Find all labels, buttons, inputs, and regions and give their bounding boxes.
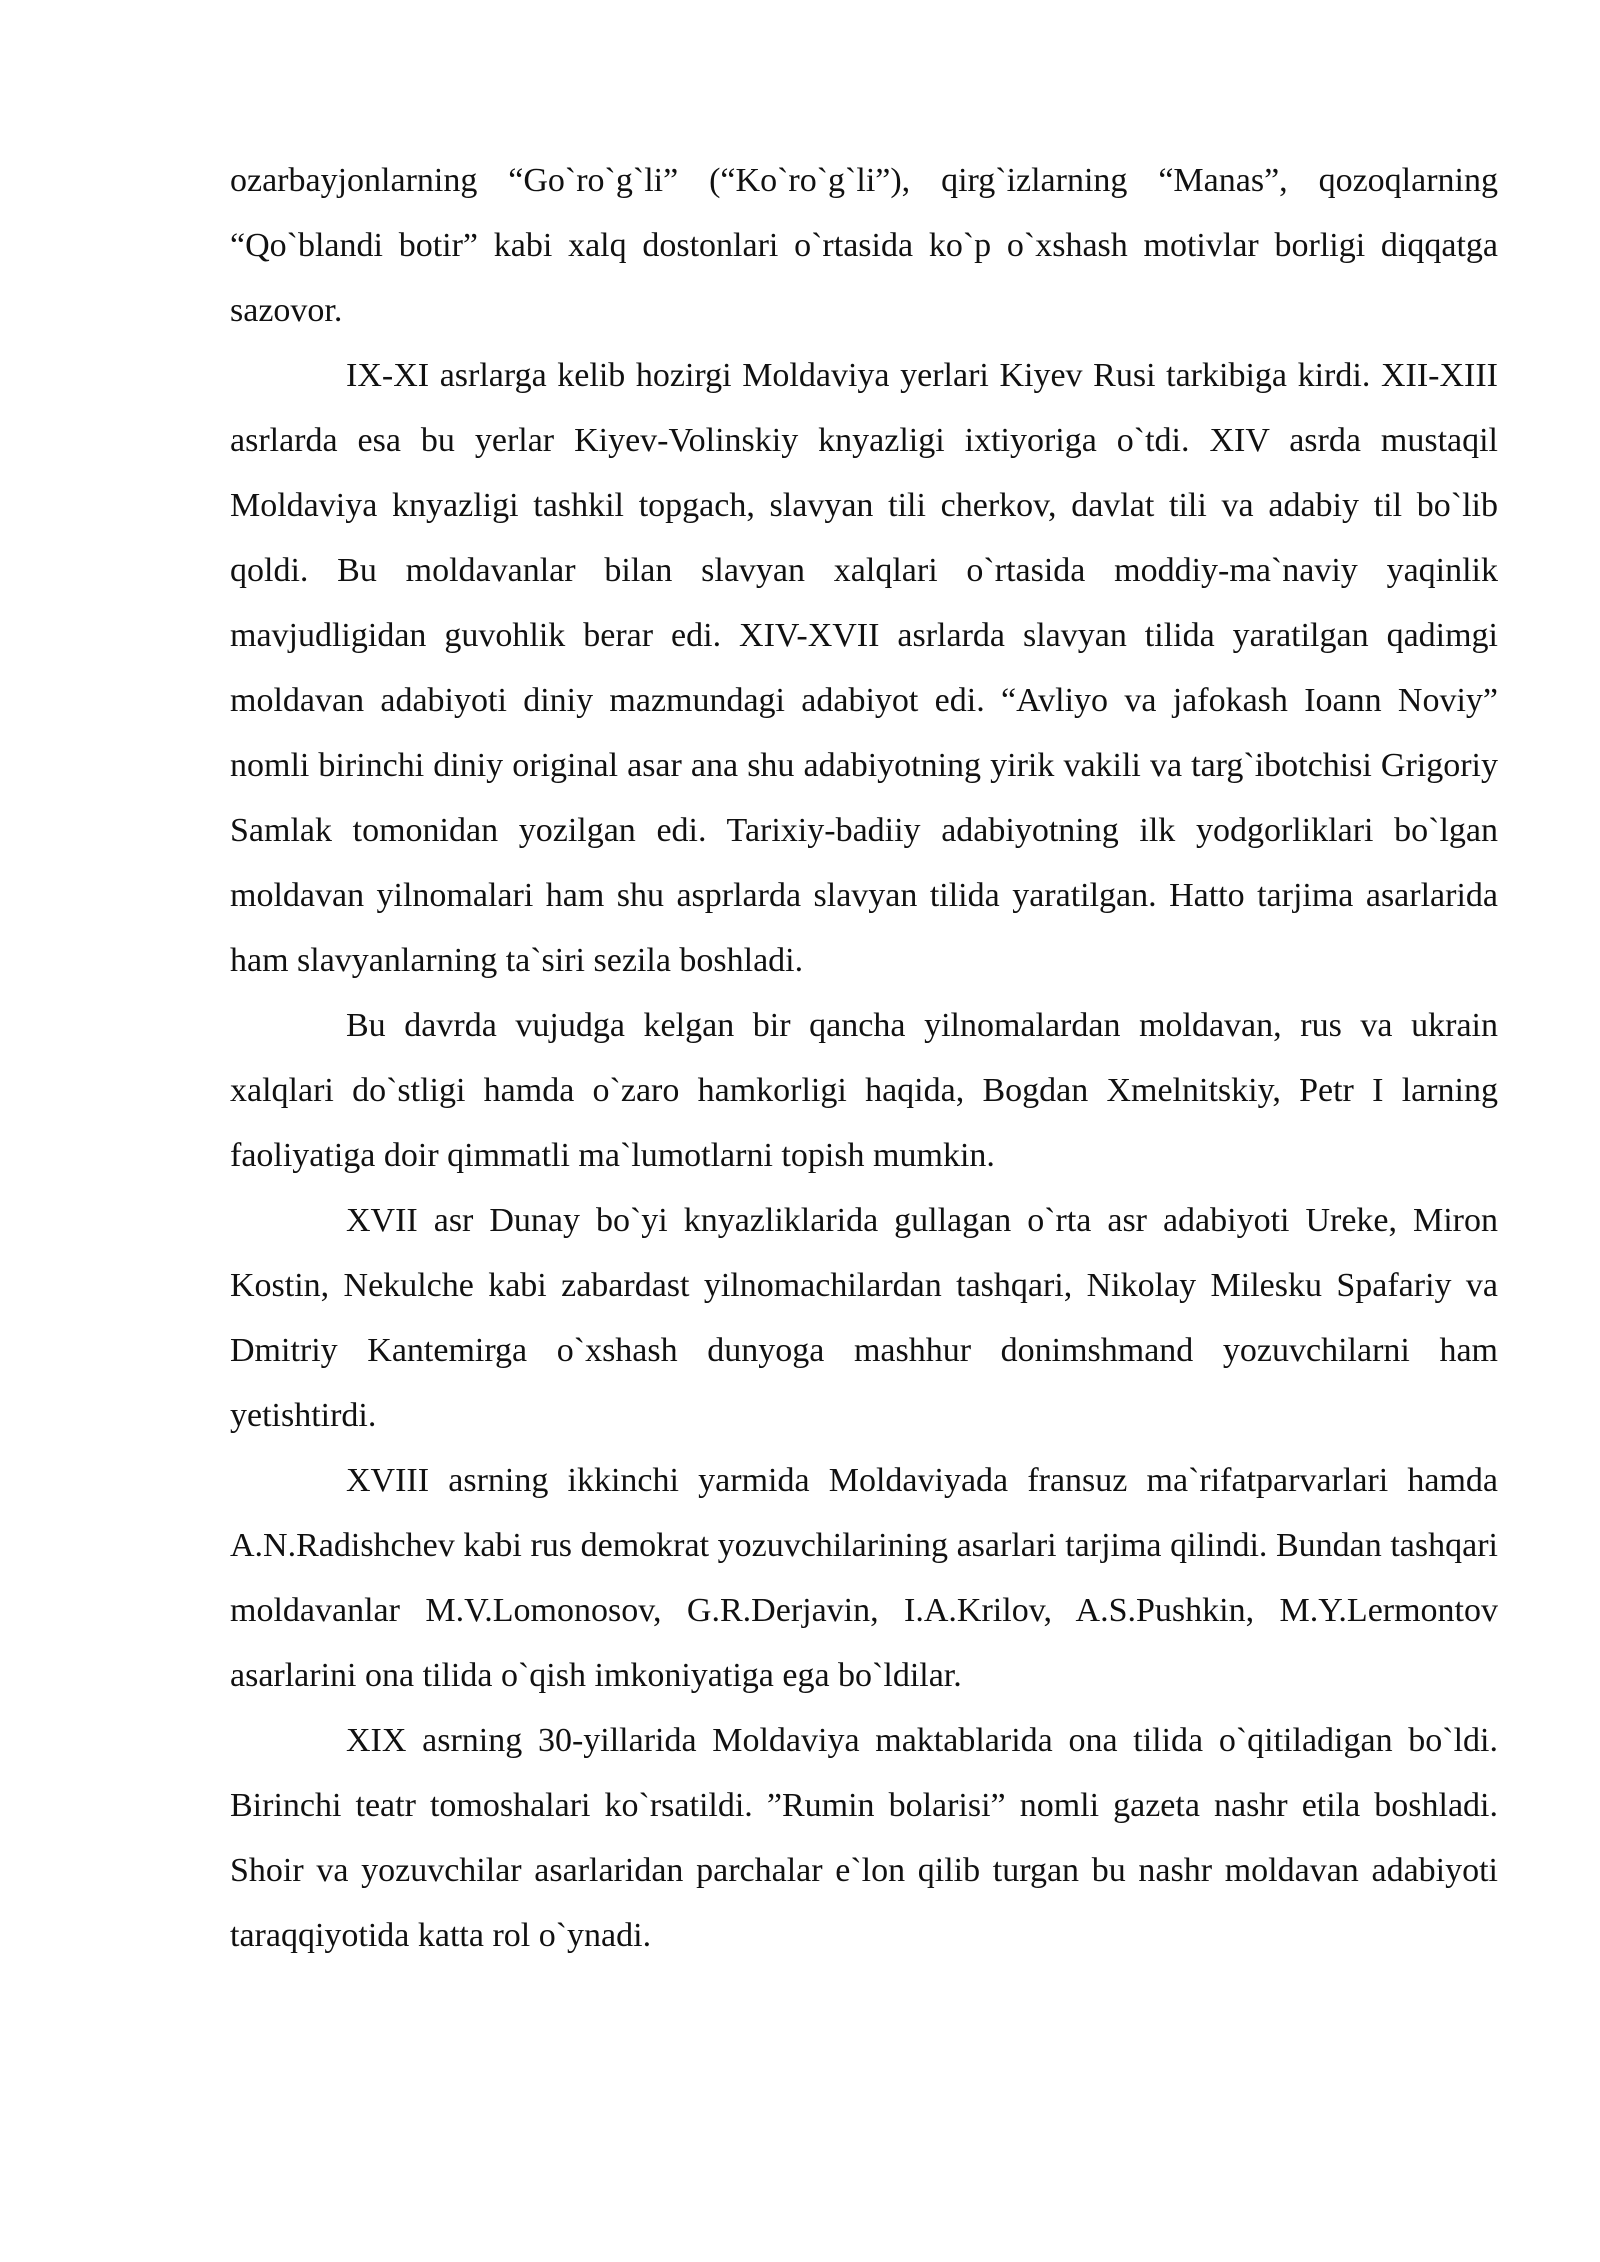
paragraph-5: XVIII asrning ikkinchi yarmida Moldaviyada fransuz ma`rifatparvarlari hamda A.N.Radishchev kabi rus demokrat yozuvchilarining asarlari tarjima qilindi. Bundan tashqari moldavanlar M.V.Lomonosov, G.R.Derjavin, I.A.Krilov, A.S.Pushkin, M.Y.Lermontov asarlarini ona tilida o`qish imkoniyatiga ega bo`ldilar.	[230, 1462, 1498, 1694]
document-body	[230, 148, 1498, 1968]
paragraph-2: IX-XI asrlarga kelib hozirgi Moldaviya yerlari Kiyev Rusi tarkibiga kirdi. XII-XIII asrlarda esa bu yerlar Kiyev-Volinskiy knyazligi ixtiyoriga o`tdi. XIV asrda mustaqil Moldaviya knyazligi tashkil topgach, slavyan tili cherkov, davlat tili va adabiy til bo`lib qoldi. Bu moldavanlar bilan slavyan xalqlari o`rtasida moddiy-ma`naviy yaqinlik mavjudligidan guvohlik berar edi. XIV-XVII asrlarda slavyan tilida yaratilgan qadimgi moldavan adabiyoti diniy mazmundagi adabiyot edi. “Avliyo va jafokash Ioann Noviy” nomli birinchi diniy original asar ana shu adabiyotning yirik vakili va targ`ibotchisi Grigoriy Samlak tomonidan yozilgan edi. Tarixiy-badiiy adabiyotning ilk yodgorliklari bo`lgan moldavan yilnomalari ham shu asprlarda slavyan tilida yaratilgan. Hatto tarjima asarlarida ham slavyanlarning ta`siri sezila boshladi.	[230, 357, 1498, 979]
paragraph-4: XVII asr Dunay bo`yi knyazliklarida gullagan o`rta asr adabiyoti Ureke, Miron Kostin, Nekulche kabi zabardast yilnomachilardan tashqari, Nikolay Milesku Spafariy va Dmitriy Kantemirga o`xshash dunyoga mashhur donimshmand yozuvchilarni ham yetishtirdi.	[230, 1202, 1498, 1434]
paragraph-1: ozarbayjonlarning “Go`ro`g`li” (“Ko`ro`g`li”), qirg`izlarning “Manas”, qozoqlarning “Qo`blandi botir” kabi xalq dostonlari o`rtasida ko`p o`xshash motivlar borligi diqqatga sazovor.	[230, 162, 1498, 329]
paragraph-6: XIX asrning 30-yillarida Moldaviya maktablarida ona tilida o`qitiladigan bo`ldi. Birinchi teatr tomoshalari ko`rsatildi. ”Rumin bolarisi” nomli gazeta nashr etila boshladi. Shoir va yozuvchilar asarlaridan parchalar e`lon qilib turgan bu nashr moldavan adabiyoti taraqqiyotida katta rol o`ynadi.	[230, 1722, 1498, 1954]
paragraph-3: Bu davrda vujudga kelgan bir qancha yilnomalardan moldavan, rus va ukrain xalqlari do`stligi hamda o`zaro hamkorligi haqida, Bogdan Xmelnitskiy, Petr I larning faoliyatiga doir qimmatli ma`lumotlarni topish mumkin.	[230, 1007, 1498, 1174]
